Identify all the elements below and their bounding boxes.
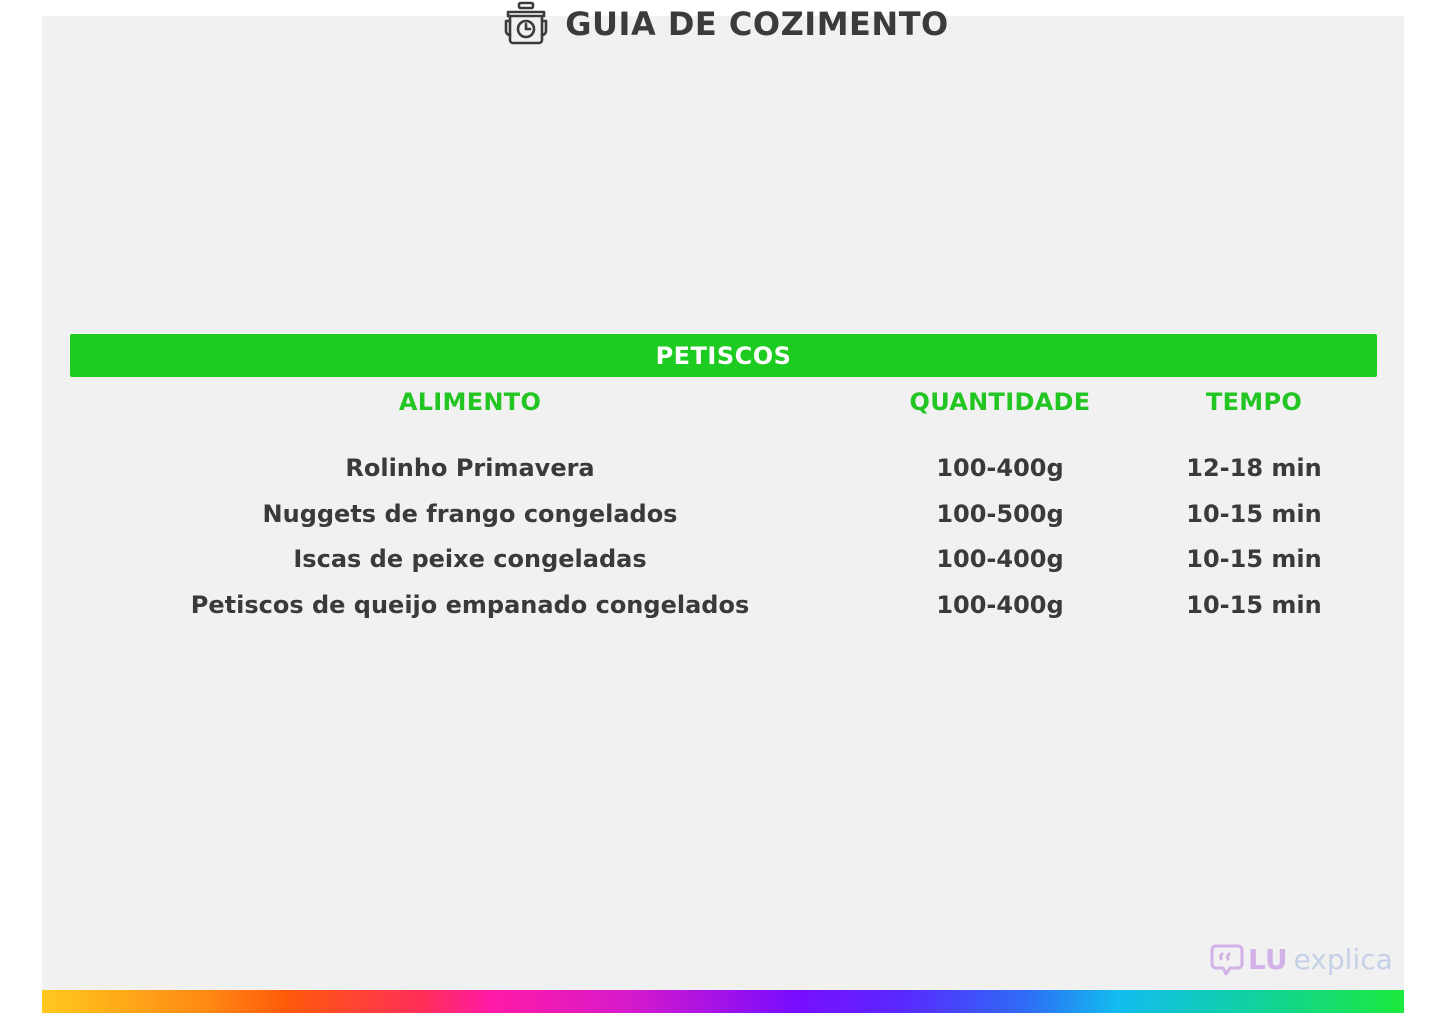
brand-name-light: explica	[1293, 943, 1393, 976]
table-row	[0, 583, 1448, 629]
time-cell: 10-15 min	[1186, 590, 1322, 619]
food-cell: Petiscos de queijo empanado congelados	[190, 590, 750, 619]
time-cell: 10-15 min	[1186, 545, 1322, 573]
column-header-time: TEMPO	[1205, 388, 1303, 416]
brand-name-bold: LU	[1248, 943, 1288, 976]
speech-bubble-quote-icon	[1210, 942, 1244, 978]
section-title: PETISCOS	[655, 341, 792, 370]
food-cell: Iscas de peixe congeladas	[293, 545, 647, 573]
page-title: GUIA DE COZIMENTO	[565, 5, 949, 43]
table-row	[0, 446, 1448, 492]
quantity-cell: 100-400g	[936, 590, 1064, 619]
quantity-cell: 100-400g	[936, 545, 1064, 573]
rainbow-footer-bar	[42, 990, 1404, 1013]
column-header-food: ALIMENTO	[398, 388, 542, 416]
page-header	[0, 0, 1448, 50]
section-header-bar	[70, 334, 1377, 377]
food-cell: Nuggets de frango congelados	[262, 499, 678, 528]
quantity-cell: 100-500g	[936, 499, 1064, 528]
quantity-cell: 100-400g	[936, 454, 1064, 482]
table-row	[0, 492, 1448, 538]
food-cell: Rolinho Primavera	[345, 454, 595, 482]
column-header-quantity: QUANTIDADE	[909, 388, 1091, 416]
brand-logo	[1210, 940, 1393, 980]
table-body	[0, 446, 1448, 628]
time-cell: 12-18 min	[1186, 454, 1322, 482]
slow-cooker-icon	[499, 0, 553, 48]
table-row	[0, 537, 1448, 583]
time-cell: 10-15 min	[1186, 499, 1322, 528]
